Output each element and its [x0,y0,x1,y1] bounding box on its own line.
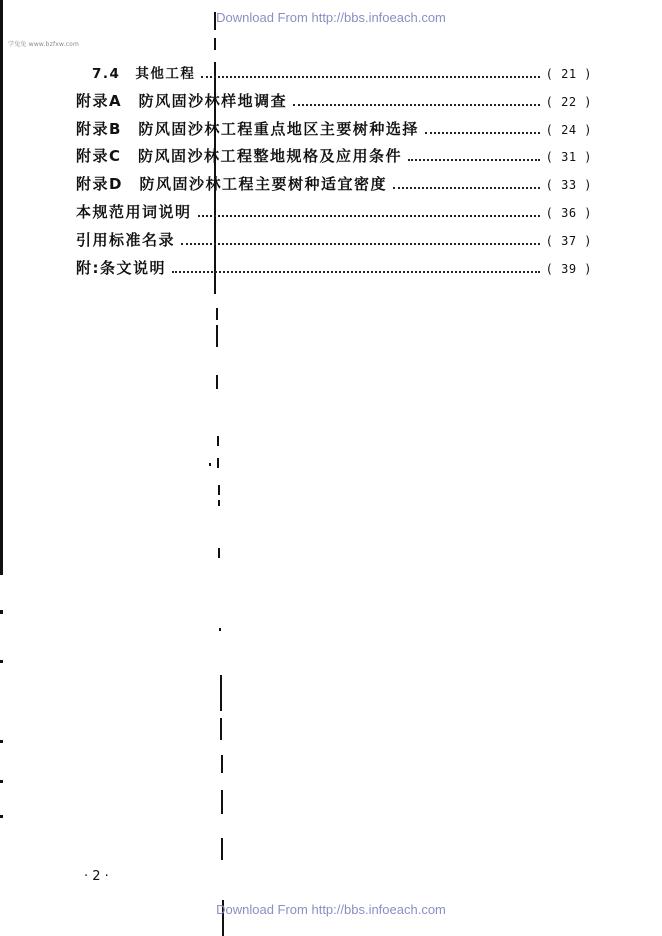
fold-line-segment [216,308,218,320]
scan-left-mark [0,610,3,614]
toc-entry-title: 附录A 防风固沙林样地调查 [76,91,288,110]
toc-dot-leader [172,271,540,273]
toc-entry-page: ( 31 ) [545,150,592,165]
page-number: · 2 · [84,869,109,884]
toc-dot-leader [198,215,540,217]
toc-entry[interactable] [76,257,592,285]
scan-left-mark [0,740,3,743]
scan-left-mark [0,780,3,783]
toc-entry-title: 附录D 防风固沙林工程主要树种适宜密度 [76,175,387,194]
fold-line-segment [218,485,220,495]
toc-entry-page: ( 22 ) [545,94,592,109]
fold-line-segment [218,548,220,558]
toc-entry-title: 附录B 防风固沙林工程重点地区主要树种选择 [76,119,419,138]
fold-line-segment [220,675,222,711]
toc-entry-title: 附:条文说明 [76,258,166,277]
fold-line-segment [214,12,216,30]
toc-dot-leader [408,159,540,161]
toc-dot-leader [393,187,540,189]
toc-entry[interactable] [76,145,592,173]
toc-entry-page: ( 36 ) [545,205,592,220]
toc-dot-leader [201,76,539,78]
toc-entry[interactable] [76,90,592,118]
toc-entry-title: 附录C 防风固沙林工程整地规格及应用条件 [76,147,403,166]
scan-left-edge [0,0,3,575]
site-watermark: 学兔兔 www.bzfxw.com [8,41,80,48]
toc-entry-page: ( 37 ) [545,233,592,248]
fold-line-segment [216,375,218,389]
fold-line-segment [221,755,223,773]
fold-line-segment [221,790,223,814]
toc-entry-title: 本规范用词说明 [76,202,192,221]
toc-entry-title: 7.4 其他工程 [92,66,196,82]
toc-entry-title: 引用标准名录 [76,230,176,249]
fold-line-dot [209,463,211,466]
toc-dot-leader [425,132,540,134]
toc-entry-page: ( 33 ) [545,178,592,193]
download-banner-bottom[interactable]: Download From http://bbs.infoeach.com [216,902,446,917]
toc-dot-leader [181,243,540,245]
fold-line-segment [214,38,216,50]
fold-line-segment [216,325,218,347]
toc-entry[interactable] [76,118,592,146]
toc-entry-page: ( 21 ) [545,67,592,81]
fold-line-segment [218,500,220,506]
fold-line-segment [217,458,219,468]
fold-line-dot [219,628,221,631]
fold-line-segment [220,718,222,740]
toc-entry-page: ( 39 ) [545,261,592,276]
toc-entry[interactable] [76,201,592,229]
toc-entry[interactable] [76,229,592,257]
toc-entry-page: ( 24 ) [545,122,592,137]
download-banner-top[interactable]: Download From http://bbs.infoeach.com [216,10,446,25]
scan-left-mark [0,660,3,663]
toc-entry[interactable] [76,173,592,201]
toc-entry[interactable] [76,62,592,90]
toc-dot-leader [293,104,540,106]
scan-left-mark [0,815,3,818]
fold-line-segment [221,838,223,860]
table-of-contents [76,62,592,284]
fold-line-segment [217,436,219,446]
